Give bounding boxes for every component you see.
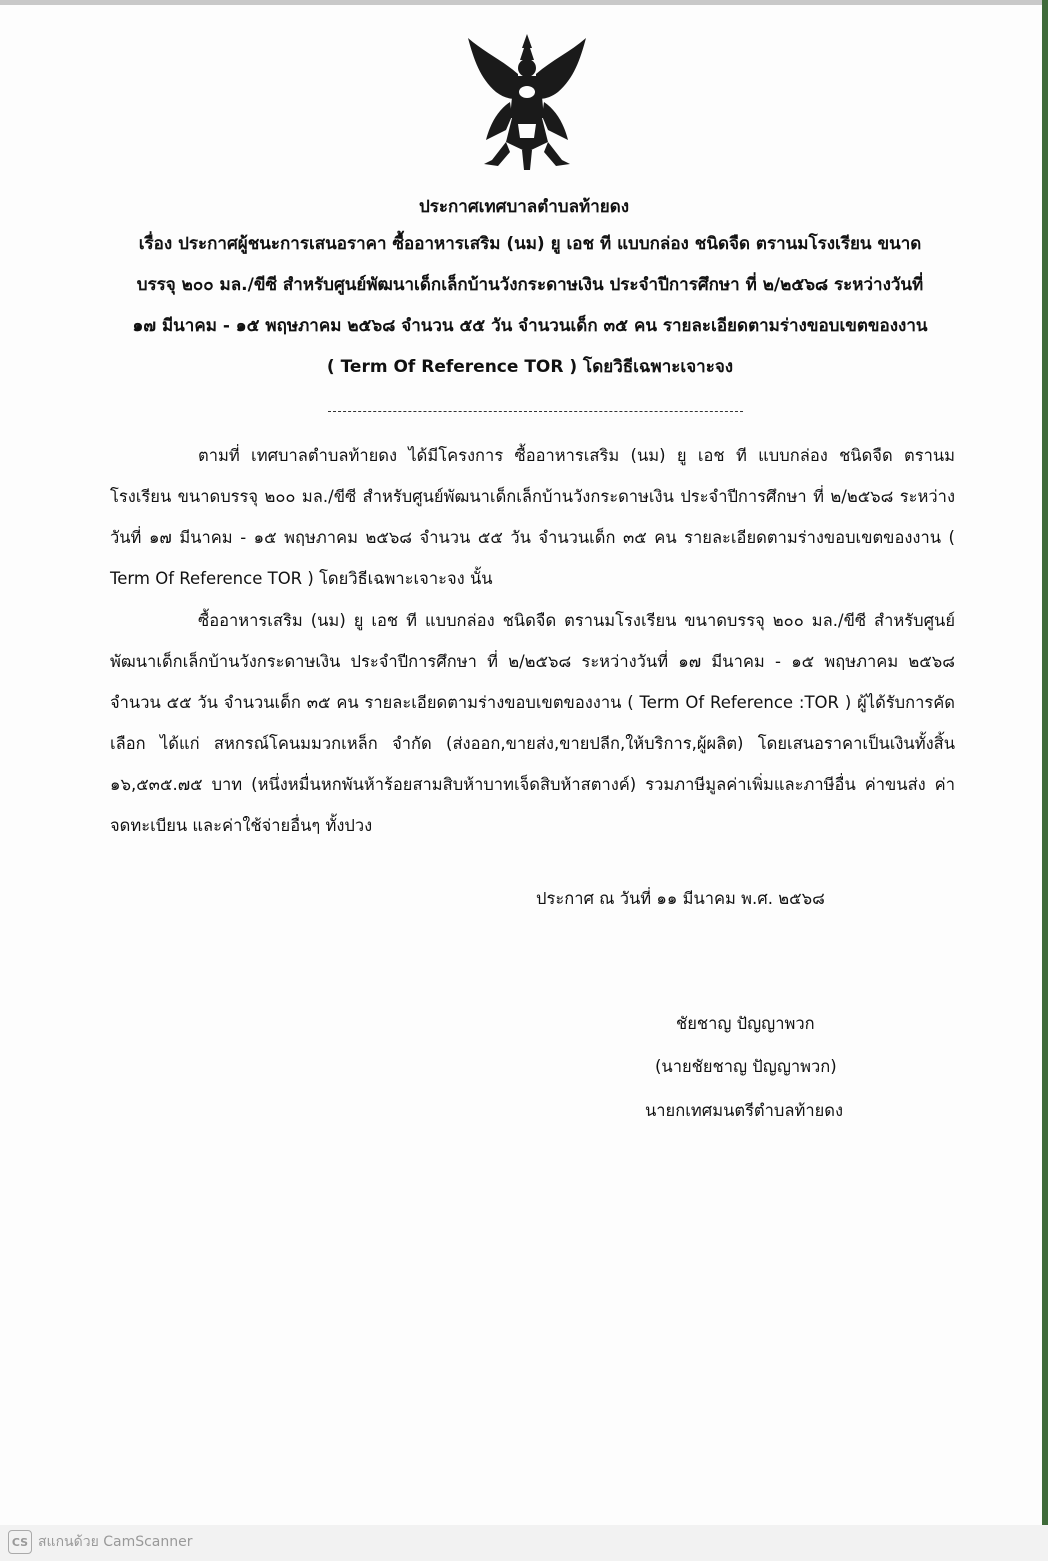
scan-border — [1042, 0, 1048, 1561]
signature-position: นายกเทศมนตรีตำบลท้ายดง — [645, 1101, 844, 1120]
paragraph-text: ซื้ออาหารเสริม (นม) ยู เอช ที แบบกล่อง ชนิดจืด ตรานมโรงเรียน ขนาดบรรจุ ๒๐๐ มล./ขีซี สำหรับศูนย์พัฒนาเด็กเล็กบ้านวังกระดาษเงิน ประจำปีการศึกษา ที่ ๒/๒๕๖๘ ระหว่างวันที่ ๑๗ มีนาคม - ๑๕ พฤษภาคม ๒๕๖๘ จำนวน ๕๕ วัน จำนวนเด็ก ๓๕ คน รายละเอียดตามร่างขอบเขตของงาน ( Term Of Reference :TOR ) ผู้ได้รับการคัดเลือก ได้แก่ สหกรณ์โคนมมวกเหล็ก จำกัด (ส่งออก,ขายส่ง,ขายปลีก,ให้บริการ,ผู้ผลิต) โดยเสนอราคาเป็นเงินทั้งสิ้น ๑๖,๕๓๕.๗๕ บาท (หนึ่งหมื่นหกพันห้าร้อยสามสิบห้าบาทเจ็ดสิบห้าสตางค์) รวมภาษีมูลค่าเพิ่มและภาษีอื่น ค่าขนส่ง ค่าจดทะเบียน และค่าใช้จ่ายอื่นๆ ทั้งปวง — [110, 611, 955, 835]
subject-line: ( Term Of Reference TOR ) โดยวิธีเฉพาะเจาะจง — [326, 357, 734, 377]
announce-date: ประกาศ ณ วันที่ ๑๑ มีนาคม พ.ศ. ๒๕๖๘ — [536, 889, 825, 908]
body-paragraph-2 — [110, 600, 955, 846]
subject-line: ๑๗ มีนาคม - ๑๕ พฤษภาคม ๒๕๖๘ จำนวน ๕๕ วัน จำนวนเด็ก ๓๕ คน รายละเอียดตามร่างขอบเขตของงาน — [132, 316, 928, 336]
camscanner-logo-icon: CS — [8, 1530, 32, 1554]
separator-line — [328, 411, 743, 412]
garuda-emblem-icon — [462, 30, 592, 175]
document-title: ประกาศเทศบาลตำบลท้ายดง — [418, 197, 630, 217]
signature-fullname: (นายชัยชาญ ปัญญาพวก) — [655, 1057, 837, 1076]
camscanner-watermark — [8, 1530, 193, 1554]
watermark-text: สแกนด้วย CamScanner — [38, 1534, 193, 1550]
subject-line: บรรจุ ๒๐๐ มล./ขีซี สำหรับศูนย์พัฒนาเด็กเล็กบ้านวังกระดาษเงิน ประจำปีการศึกษา ที่ ๒/๒๕๖๘ ระหว่างวันที่ — [136, 275, 924, 295]
subject-line: เรื่อง ประกาศผู้ชนะการเสนอราคา ซื้ออาหารเสริม (นม) ยู เอช ที แบบกล่อง ชนิดจืด ตรานมโรงเรียน ขนาด — [138, 234, 922, 254]
scan-edge — [0, 0, 1048, 5]
body-paragraph-1 — [110, 435, 955, 599]
document-subject — [105, 224, 955, 388]
signature-name: ชัยชาญ ปัญญาพวก — [676, 1014, 815, 1033]
paragraph-text: ตามที่ เทศบาลตำบลท้ายดง ได้มีโครงการ ซื้ออาหารเสริม (นม) ยู เอช ที แบบกล่อง ชนิดจืด ตรานมโรงเรียน ขนาดบรรจุ ๒๐๐ มล./ขีซี สำหรับศูนย์พัฒนาเด็กเล็กบ้านวังกระดาษเงิน ประจำปีการศึกษา ที่ ๒/๒๕๖๘ ระหว่างวันที่ ๑๗ มีนาคม - ๑๕ พฤษภาคม ๒๕๖๘ จำนวน ๕๕ วัน จำนวนเด็ก ๓๕ คน รายละเอียดตามร่างขอบเขตของงาน ( Term Of Reference TOR ) โดยวิธีเฉพาะเจาะจง นั้น — [110, 446, 955, 588]
